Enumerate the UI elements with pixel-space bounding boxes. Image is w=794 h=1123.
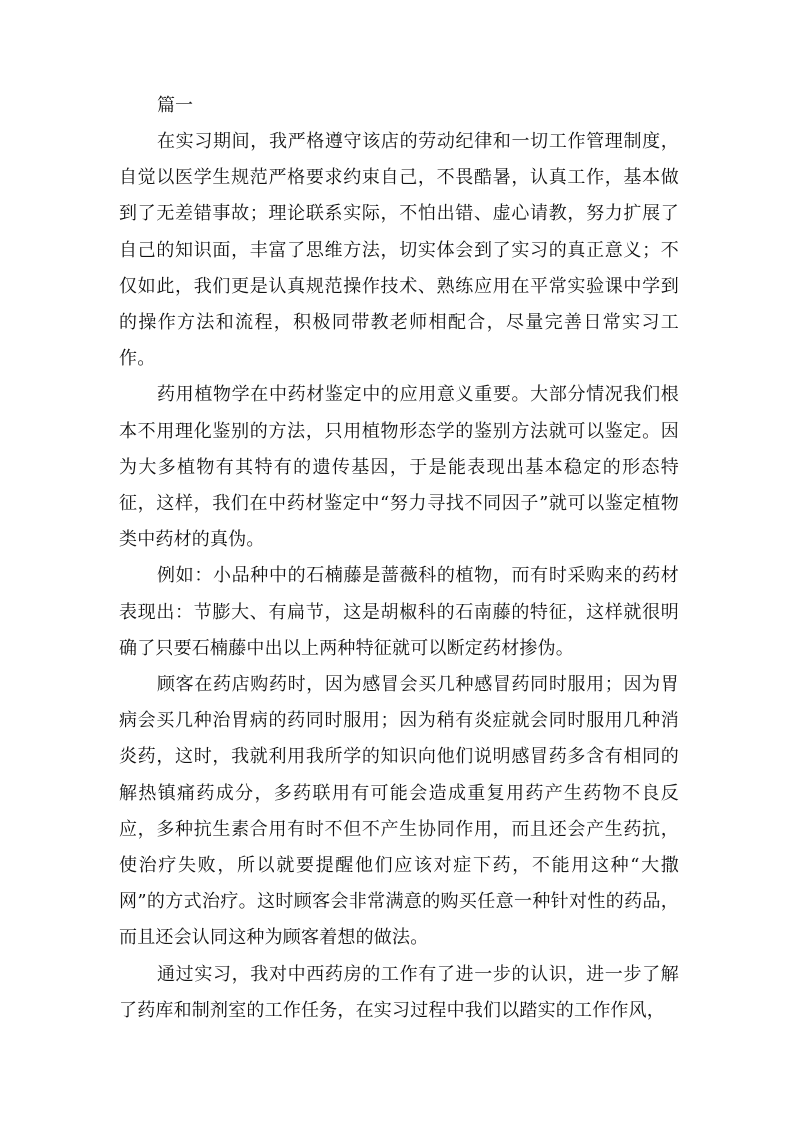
section-heading: 篇一 xyxy=(157,95,193,116)
paragraph-botany-identification: 药用植物学在中药材鉴定中的应用意义重要。大部分情况我们根本不用理化鉴别的方法，只用植物形态学的鉴别方法就可以鉴定。因为大多植物有其特有的遗传基因，于是能表现出基本稳定的形态特征，这样，我们在中药材鉴定中“努力寻找不同因子”就可以鉴定植物类中药材的真伪。 xyxy=(119,384,679,551)
paragraph-internship-summary: 通过实习，我对中西药房的工作有了进一步的认识，进一步了解了药库和制剂室的工作任务，在实习过程中我们以踏实的工作作风， xyxy=(119,963,679,1021)
paragraph-example-shinanteng: 例如：小品种中的石楠藤是蔷薇科的植物，而有时采购来的药材表现出：节膨大、有扁节，这是胡椒科的石南藤的特征，这样就很明确了只要石楠藤中出以上两种特征就可以断定药材掺伪。 xyxy=(119,565,679,659)
paragraph-customer-advice: 顾客在药店购药时，因为感冒会买几种感冒药同时服用；因为胃病会买几种治胃病的药同时服用；因为稍有炎症就会同时服用几种消炎药，这时，我就利用我所学的知识向他们说明感冒药多含有相同的解热镇痛药成分，多药联用有可能会造成重复用药产生药物不良反应，多种抗生素合用有时不但不产生协同作用，而且还会产生药抗，使治疗失败，所以就要提醒他们应该对症下药，不能用这种“大撒网”的方式治疗。这时顾客会非常满意的购买任意一种针对性的药品，而且还会认同这种为顾客着想的做法。 xyxy=(119,674,679,949)
document-page xyxy=(119,88,679,1029)
paragraph-internship-discipline: 在实习期间，我严格遵守该店的劳动纪律和一切工作管理制度，自觉以医学生规范严格要求约束自己，不畏酷暑，认真工作，基本做到了无差错事故；理论联系实际，不怕出错、虚心请教，努力扩展了自己的知识面，丰富了思维方法，切实体会到了实习的真正意义；不仅如此，我们更是认真规范操作技术、熟练应用在平常实验课中学到的操作方法和流程，积极同带教老师相配合，尽量完善日常实习工作。 xyxy=(119,131,679,370)
